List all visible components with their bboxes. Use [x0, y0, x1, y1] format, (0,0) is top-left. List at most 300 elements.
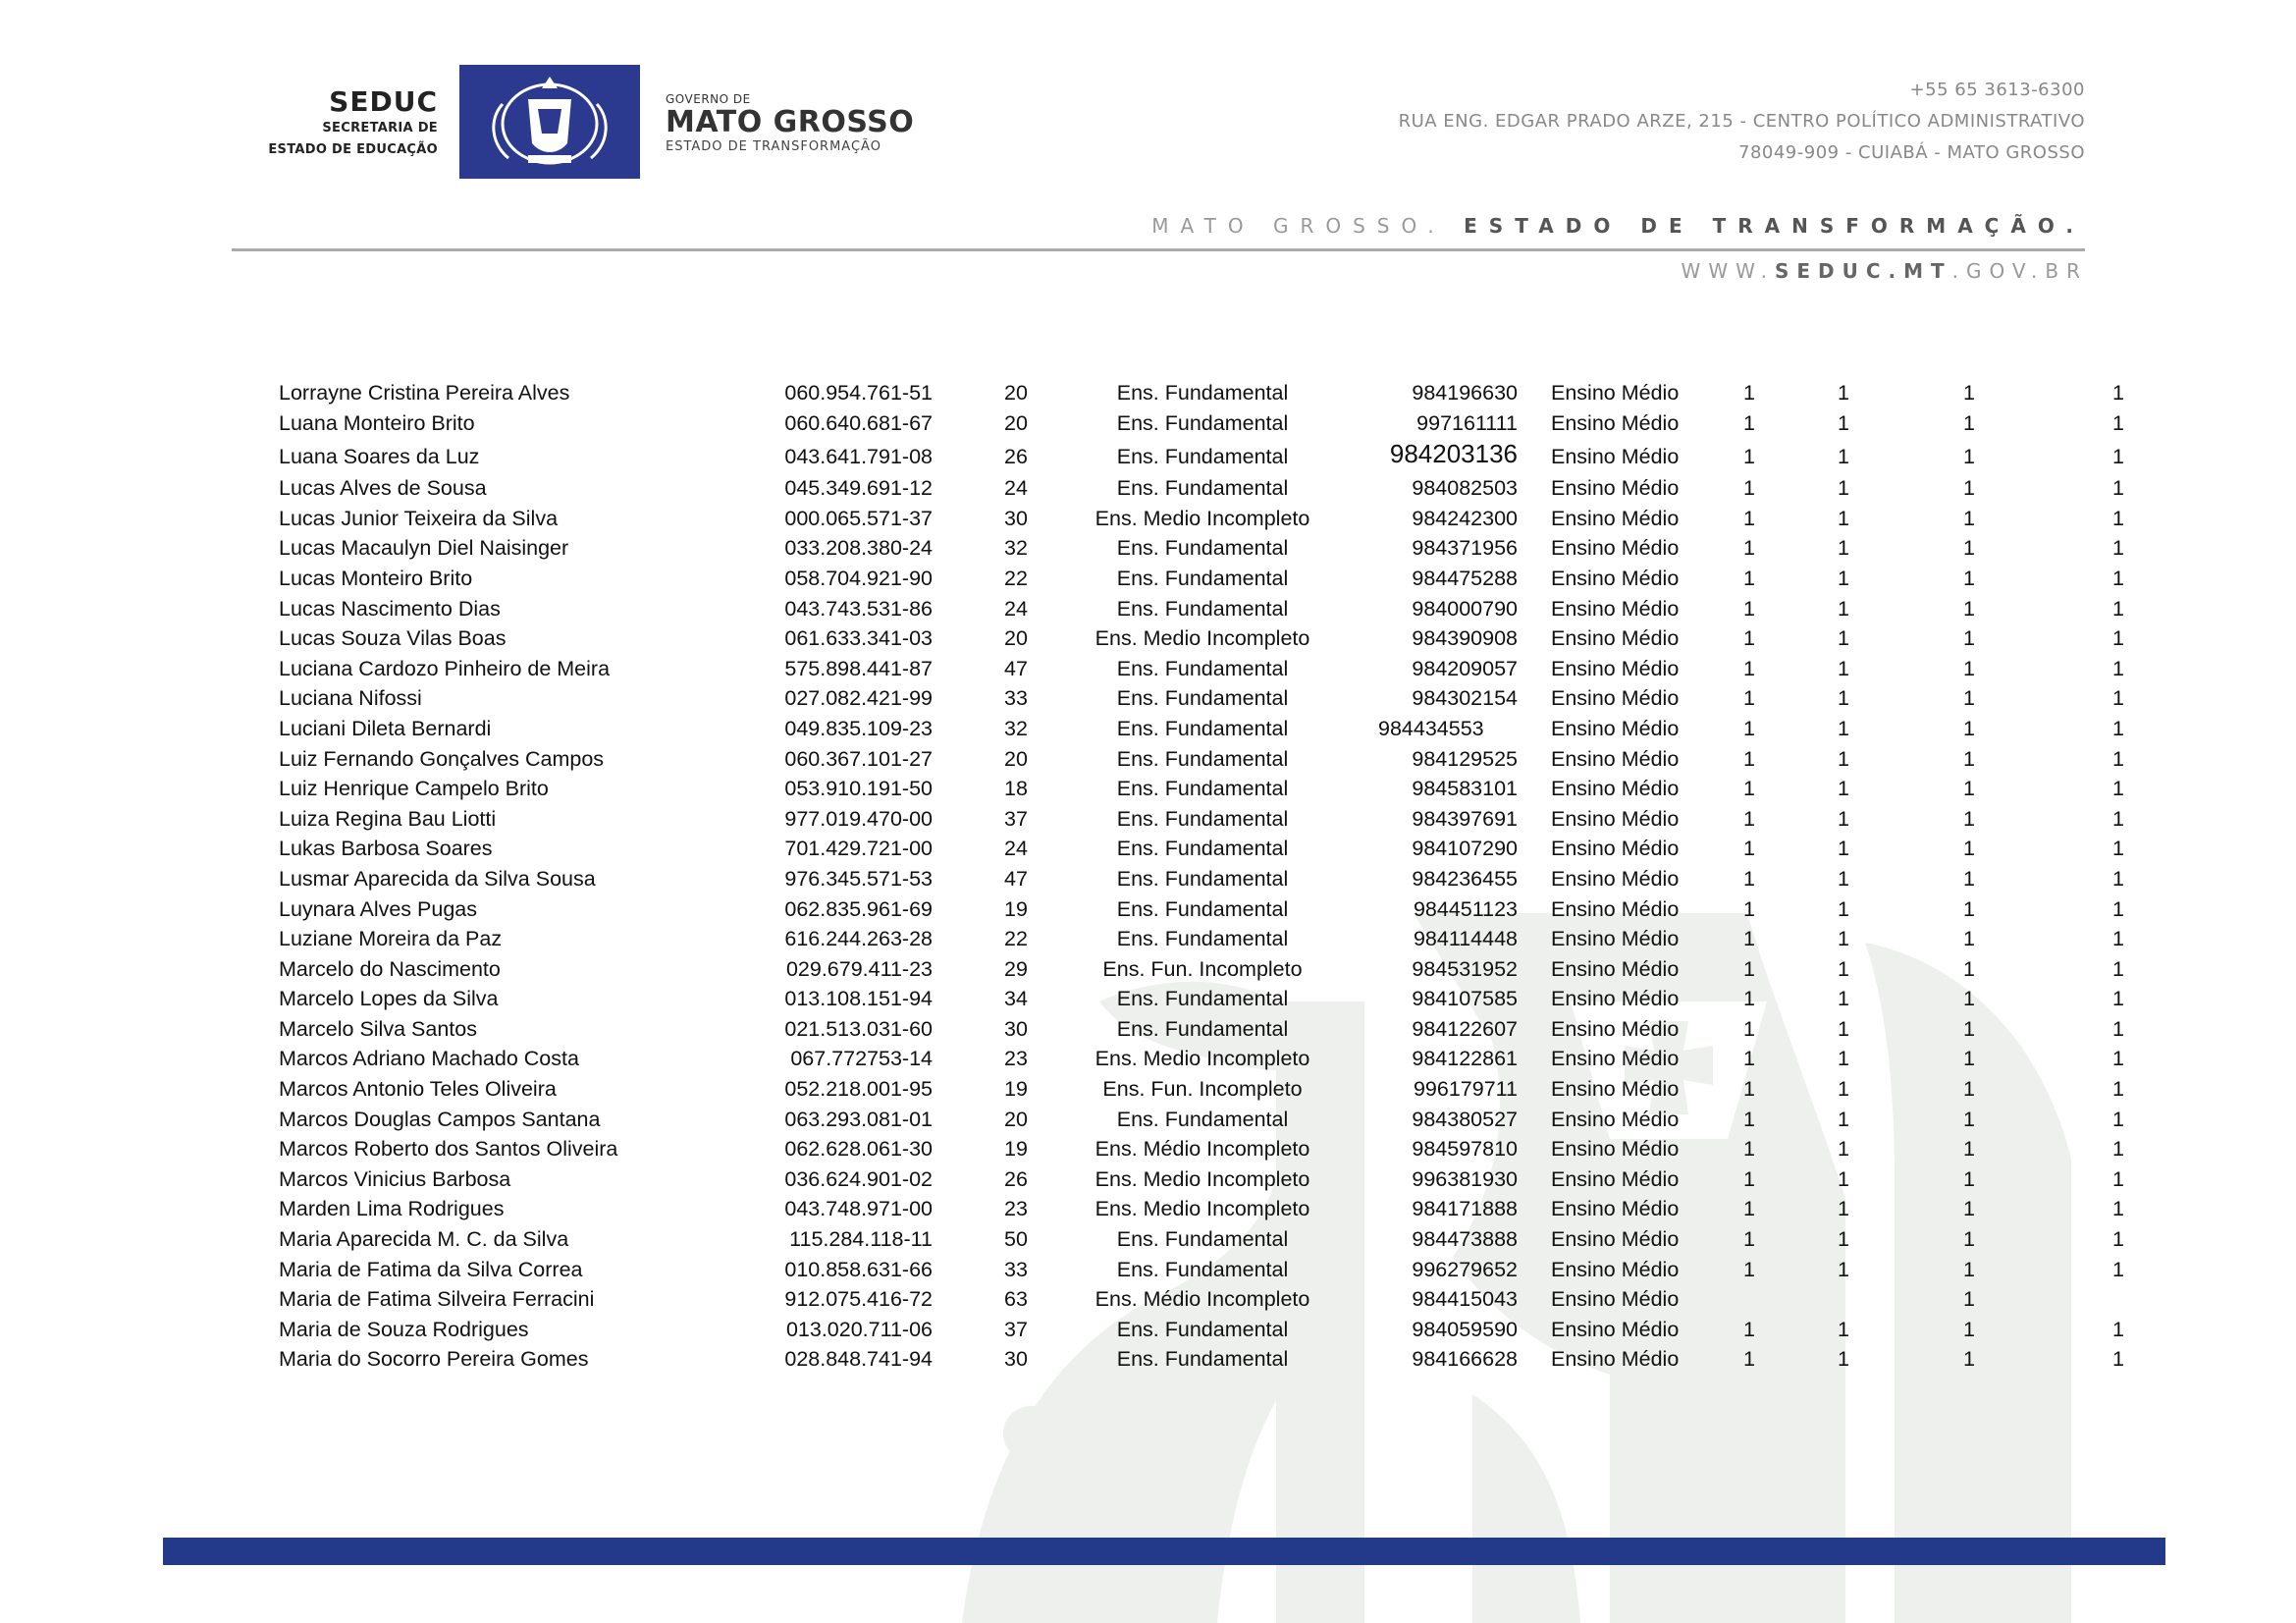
- table-row: [0, 532, 2296, 563]
- flag-cell-2: 1: [1838, 626, 1849, 651]
- flag-cell-2: 1: [1838, 1166, 1849, 1191]
- age-cell: 32: [1004, 716, 1028, 740]
- flag-cell-3: 1: [1963, 1347, 1975, 1372]
- flag-cell-1: 1: [1743, 686, 1755, 711]
- student-name: Marcos Roberto dos Santos Oliveira: [279, 1137, 618, 1162]
- flag-cell-2: 1: [1838, 896, 1849, 921]
- flag-cell-4: 1: [2112, 777, 2124, 801]
- student-name: Luiza Regina Bau Liotti: [279, 806, 497, 831]
- flag-cell-3: 1: [1963, 956, 1975, 981]
- flag-cell-2: 1: [1838, 1227, 1849, 1252]
- student-name: Maria de Fatima Silveira Ferracini: [279, 1287, 595, 1312]
- flag-cell-3: 1: [1963, 1257, 1975, 1281]
- age-cell: 19: [1004, 1137, 1028, 1162]
- cpf-cell: 033.208.380-24: [784, 536, 933, 561]
- table-row: [0, 1283, 2296, 1314]
- cpf-cell: 010.858.631-66: [784, 1257, 933, 1281]
- flag-cell-1: 1: [1743, 506, 1755, 530]
- flag-cell-3: 1: [1963, 566, 1975, 590]
- course-cell: Ensino Médio: [1551, 596, 1680, 621]
- student-name: Marcelo do Nascimento: [279, 956, 501, 981]
- flag-cell-2: 1: [1838, 927, 1849, 951]
- flag-cell-3: 1: [1963, 777, 1975, 801]
- schooling-cell: Ens. Fundamental: [1116, 927, 1289, 951]
- phone-cell: 984390908: [1412, 626, 1518, 651]
- student-name: Lucas Junior Teixeira da Silva: [279, 506, 559, 530]
- schooling-cell: Ens. Fundamental: [1116, 746, 1289, 771]
- flag-cell-1: 1: [1743, 1347, 1755, 1372]
- flag-cell-4: 1: [2112, 1166, 2124, 1191]
- flag-cell-2: 1: [1838, 1077, 1849, 1102]
- cpf-cell: 060.640.681-67: [784, 410, 933, 435]
- course-cell: Ensino Médio: [1551, 686, 1680, 711]
- cpf-cell: 115.284.118-11: [789, 1227, 933, 1252]
- course-cell: Ensino Médio: [1551, 1347, 1680, 1372]
- phone-cell: 984129525: [1412, 746, 1518, 771]
- student-name: Luciana Cardozo Pinheiro de Meira: [279, 656, 611, 680]
- flag-cell-1: 1: [1743, 566, 1755, 590]
- website-url: [1682, 259, 2088, 283]
- flag-cell-1: 1: [1743, 927, 1755, 951]
- cpf-cell: 045.349.691-12: [784, 476, 933, 501]
- gov-label: GOVERNO DE: [666, 92, 751, 106]
- phone-cell: 984000790: [1412, 596, 1518, 621]
- age-cell: 50: [1004, 1227, 1028, 1252]
- course-cell: Ensino Médio: [1551, 476, 1680, 501]
- schooling-cell: Ens. Fundamental: [1116, 1107, 1289, 1131]
- phone-cell: 984302154: [1412, 686, 1518, 711]
- course-cell: Ensino Médio: [1551, 1317, 1680, 1341]
- student-name: Luynara Alves Pugas: [279, 896, 477, 921]
- table-row: [0, 1013, 2296, 1044]
- flag-cell-1: 1: [1743, 536, 1755, 561]
- schooling-cell: Ens. Fundamental: [1116, 445, 1289, 469]
- contact-address: RUA ENG. EDGAR PRADO ARZE, 215 - CENTRO POLÍTICO ADMINISTRATIVO: [1398, 111, 2085, 132]
- schooling-cell: Ens. Fundamental: [1116, 777, 1289, 801]
- phone-cell: 984122607: [1412, 1016, 1518, 1041]
- cpf-cell: 053.910.191-50: [784, 777, 933, 801]
- table-row: [0, 1193, 2296, 1223]
- student-name: Maria de Souza Rodrigues: [279, 1317, 529, 1341]
- age-cell: 26: [1004, 445, 1028, 469]
- flag-cell-4: 1: [2112, 596, 2124, 621]
- cpf-cell: 060.954.761-51: [784, 381, 933, 405]
- seduc-title: SEDUC: [329, 85, 438, 118]
- phone-cell: 984475288: [1412, 566, 1518, 590]
- schooling-cell: Ens. Medio Incompleto: [1095, 506, 1310, 530]
- schooling-cell: Ens. Fundamental: [1116, 1257, 1289, 1281]
- student-name: Lucas Alves de Sousa: [279, 476, 487, 501]
- age-cell: 20: [1004, 410, 1028, 435]
- student-name: Luciani Dileta Bernardi: [279, 716, 492, 740]
- flag-cell-2: 1: [1838, 1197, 1849, 1221]
- table-row: [0, 953, 2296, 984]
- course-cell: Ensino Médio: [1551, 566, 1680, 590]
- age-cell: 19: [1004, 1077, 1028, 1102]
- cpf-cell: 036.624.901-02: [784, 1166, 933, 1191]
- schooling-cell: Ens. Médio Incompleto: [1095, 1137, 1310, 1162]
- course-cell: Ensino Médio: [1551, 806, 1680, 831]
- flag-cell-3: 1: [1963, 656, 1975, 680]
- table-row: [0, 407, 2296, 438]
- schooling-cell: Ens. Fundamental: [1116, 410, 1289, 435]
- flag-cell-2: 1: [1838, 1347, 1849, 1372]
- flag-cell-2: 1: [1838, 476, 1849, 501]
- age-cell: 18: [1004, 777, 1028, 801]
- table-row: [0, 1343, 2296, 1374]
- course-cell: Ensino Médio: [1551, 777, 1680, 801]
- web-suffix: .GOV.BR: [1951, 259, 2088, 283]
- schooling-cell: Ens. Fundamental: [1116, 596, 1289, 621]
- age-cell: 20: [1004, 1107, 1028, 1131]
- flag-cell-2: 1: [1838, 1317, 1849, 1341]
- header-divider: [232, 248, 2085, 251]
- flag-cell-1: 1: [1743, 410, 1755, 435]
- flag-cell-1: 1: [1743, 956, 1755, 981]
- table-row: [0, 833, 2296, 863]
- flag-cell-3: 1: [1963, 626, 1975, 651]
- course-cell: Ensino Médio: [1551, 1077, 1680, 1102]
- cpf-cell: 067.772753-14: [790, 1047, 933, 1071]
- course-cell: Ensino Médio: [1551, 1137, 1680, 1162]
- flag-cell-1: 1: [1743, 987, 1755, 1011]
- student-name: Lucas Nascimento Dias: [279, 596, 501, 621]
- flag-cell-2: 1: [1838, 746, 1849, 771]
- table-row: [0, 563, 2296, 593]
- cpf-cell: 043.748.971-00: [784, 1197, 933, 1221]
- course-cell: Ensino Médio: [1551, 1107, 1680, 1131]
- flag-cell-2: 1: [1838, 956, 1849, 981]
- table-row: [0, 1223, 2296, 1254]
- cpf-cell: 062.628.061-30: [784, 1137, 933, 1162]
- flag-cell-1: 1: [1743, 746, 1755, 771]
- phone-cell: 997161111: [1416, 410, 1518, 435]
- flag-cell-4: 1: [2112, 806, 2124, 831]
- flag-cell-2: 1: [1838, 1107, 1849, 1131]
- flag-cell-3: 1: [1963, 410, 1975, 435]
- schooling-cell: Ens. Médio Incompleto: [1095, 1287, 1310, 1312]
- course-cell: Ensino Médio: [1551, 866, 1680, 891]
- table-row: [0, 1254, 2296, 1284]
- flag-cell-2: 1: [1838, 866, 1849, 891]
- table-row: [0, 713, 2296, 743]
- flag-cell-2: 1: [1838, 566, 1849, 590]
- seduc-subtitle-line2: ESTADO DE EDUCAÇÃO: [268, 142, 438, 157]
- phone-cell: 984196630: [1412, 381, 1518, 405]
- flag-cell-3: 1: [1963, 476, 1975, 501]
- schooling-cell: Ens. Fundamental: [1116, 566, 1289, 590]
- table-row: [0, 1163, 2296, 1194]
- cpf-cell: 013.020.711-06: [785, 1317, 933, 1341]
- cpf-cell: 912.075.416-72: [784, 1287, 933, 1312]
- course-cell: Ensino Médio: [1551, 536, 1680, 561]
- course-cell: Ensino Médio: [1551, 1047, 1680, 1071]
- contact-cep-city: 78049-909 - CUIABÁ - MATO GROSSO: [1738, 142, 2085, 163]
- table-row: [0, 893, 2296, 924]
- flag-cell-2: 1: [1838, 596, 1849, 621]
- flag-cell-2: 1: [1838, 656, 1849, 680]
- student-name: Marcos Adriano Machado Costa: [279, 1047, 579, 1071]
- student-name: Luana Monteiro Brito: [279, 410, 475, 435]
- table-row: [0, 1133, 2296, 1163]
- flag-cell-4: 1: [2112, 445, 2124, 469]
- age-cell: 47: [1004, 656, 1028, 680]
- flag-cell-1: 1: [1743, 1166, 1755, 1191]
- flag-cell-4: 1: [2112, 1347, 2124, 1372]
- table-row: [0, 377, 2296, 407]
- table-row: [0, 1314, 2296, 1344]
- phone-cell: 984166628: [1412, 1347, 1518, 1372]
- age-cell: 37: [1004, 1317, 1028, 1341]
- flag-cell-3: 1: [1963, 686, 1975, 711]
- course-cell: Ensino Médio: [1551, 1227, 1680, 1252]
- contact-phone: +55 65 3613-6300: [1909, 80, 2085, 100]
- schooling-cell: Ens. Fundamental: [1116, 896, 1289, 921]
- flag-cell-3: 1: [1963, 806, 1975, 831]
- schooling-cell: Ens. Medio Incompleto: [1095, 626, 1310, 651]
- flag-cell-4: 1: [2112, 1016, 2124, 1041]
- flag-cell-1: 1: [1743, 596, 1755, 621]
- table-row: [0, 803, 2296, 834]
- flag-cell-3: 1: [1963, 987, 1975, 1011]
- flag-cell-1: 1: [1743, 656, 1755, 680]
- course-cell: Ensino Médio: [1551, 1257, 1680, 1281]
- schooling-cell: Ens. Fundamental: [1116, 1227, 1289, 1252]
- phone-cell: 984473888: [1412, 1227, 1518, 1252]
- course-cell: Ensino Médio: [1551, 927, 1680, 951]
- student-name: Lucas Monteiro Brito: [279, 566, 473, 590]
- flag-cell-4: 1: [2112, 1197, 2124, 1221]
- cpf-cell: 029.679.411-23: [785, 956, 933, 981]
- schooling-cell: Ens. Fundamental: [1116, 837, 1289, 861]
- age-cell: 37: [1004, 806, 1028, 831]
- flag-cell-2: 1: [1838, 777, 1849, 801]
- phone-cell: 984082503: [1412, 476, 1518, 501]
- flag-cell-1: 1: [1743, 445, 1755, 469]
- flag-cell-4: 1: [2112, 956, 2124, 981]
- student-name: Lorrayne Cristina Pereira Alves: [279, 381, 570, 405]
- flag-cell-2: 1: [1838, 1137, 1849, 1162]
- phone-cell: 984107290: [1412, 837, 1518, 861]
- phone-cell: 984434553: [1378, 716, 1484, 740]
- student-name: Maria Aparecida M. C. da Silva: [279, 1227, 569, 1252]
- student-name: Marcos Douglas Campos Santana: [279, 1107, 601, 1131]
- course-cell: Ensino Médio: [1551, 445, 1680, 469]
- table-row: [0, 472, 2296, 503]
- age-cell: 30: [1004, 1016, 1028, 1041]
- flag-cell-2: 1: [1838, 686, 1849, 711]
- age-cell: 22: [1004, 566, 1028, 590]
- table-row: [0, 1043, 2296, 1073]
- flag-cell-2: 1: [1838, 806, 1849, 831]
- flag-cell-4: 1: [2112, 381, 2124, 405]
- phone-cell: 984122861: [1412, 1047, 1518, 1071]
- flag-cell-4: 1: [2112, 686, 2124, 711]
- cpf-cell: 701.429.721-00: [784, 837, 933, 861]
- cpf-cell: 043.743.531-86: [784, 596, 933, 621]
- student-name: Marcelo Lopes da Silva: [279, 987, 499, 1011]
- course-cell: Ensino Médio: [1551, 626, 1680, 651]
- footer-bar: [163, 1538, 2165, 1565]
- flag-cell-4: 1: [2112, 1077, 2124, 1102]
- flag-cell-3: 1: [1963, 506, 1975, 530]
- flag-cell-4: 1: [2112, 837, 2124, 861]
- age-cell: 63: [1004, 1287, 1028, 1312]
- student-name: Luiz Henrique Campelo Brito: [279, 777, 549, 801]
- student-name: Maria de Fatima da Silva Correa: [279, 1257, 583, 1281]
- schooling-cell: Ens. Medio Incompleto: [1095, 1047, 1310, 1071]
- flag-cell-4: 1: [2112, 1317, 2124, 1341]
- age-cell: 20: [1004, 746, 1028, 771]
- flag-cell-4: 1: [2112, 987, 2124, 1011]
- phone-cell: 984242300: [1412, 506, 1518, 530]
- age-cell: 32: [1004, 536, 1028, 561]
- schooling-cell: Ens. Fundamental: [1116, 381, 1289, 405]
- schooling-cell: Ens. Fundamental: [1116, 806, 1289, 831]
- flag-cell-1: 1: [1743, 896, 1755, 921]
- phone-cell: 984107585: [1412, 987, 1518, 1011]
- flag-cell-1: 1: [1743, 626, 1755, 651]
- table-row: [0, 773, 2296, 803]
- flag-cell-3: 1: [1963, 536, 1975, 561]
- slogan: [1151, 214, 2085, 238]
- flag-cell-2: 1: [1838, 445, 1849, 469]
- flag-cell-3: 1: [1963, 896, 1975, 921]
- age-cell: 47: [1004, 866, 1028, 891]
- course-cell: Ensino Médio: [1551, 410, 1680, 435]
- flag-cell-3: 1: [1963, 1107, 1975, 1131]
- phone-cell: 996279652: [1412, 1257, 1518, 1281]
- table-row: [0, 503, 2296, 533]
- age-cell: 29: [1004, 956, 1028, 981]
- flag-cell-1: 1: [1743, 866, 1755, 891]
- flag-cell-3: 1: [1963, 746, 1975, 771]
- flag-cell-4: 1: [2112, 626, 2124, 651]
- age-cell: 24: [1004, 837, 1028, 861]
- phone-cell: 984415043: [1412, 1287, 1518, 1312]
- flag-cell-3: 1: [1963, 716, 1975, 740]
- age-cell: 34: [1004, 987, 1028, 1011]
- flag-cell-3: 1: [1963, 1197, 1975, 1221]
- flag-cell-3: 1: [1963, 1137, 1975, 1162]
- cpf-cell: 000.065.571-37: [784, 506, 933, 530]
- student-name: Marcos Antonio Teles Oliveira: [279, 1077, 557, 1102]
- flag-cell-4: 1: [2112, 656, 2124, 680]
- flag-cell-3: 1: [1963, 1287, 1975, 1312]
- schooling-cell: Ens. Fundamental: [1116, 1317, 1289, 1341]
- course-cell: Ensino Médio: [1551, 506, 1680, 530]
- course-cell: Ensino Médio: [1551, 837, 1680, 861]
- flag-cell-4: 1: [2112, 1107, 2124, 1131]
- flag-cell-1: 1: [1743, 1107, 1755, 1131]
- age-cell: 30: [1004, 1347, 1028, 1372]
- flag-cell-1: 1: [1743, 777, 1755, 801]
- cpf-cell: 058.704.921-90: [784, 566, 933, 590]
- phone-cell: 984059590: [1412, 1317, 1518, 1341]
- course-cell: Ensino Médio: [1551, 1016, 1680, 1041]
- phone-cell: 996179711: [1413, 1077, 1518, 1102]
- flag-cell-4: 1: [2112, 896, 2124, 921]
- age-cell: 20: [1004, 381, 1028, 405]
- web-domain: SEDUC.MT: [1774, 259, 1952, 283]
- schooling-cell: Ens. Fundamental: [1116, 1347, 1289, 1372]
- cpf-cell: 013.108.151-94: [784, 987, 933, 1011]
- flag-cell-1: 1: [1743, 1137, 1755, 1162]
- phone-cell: 984583101: [1412, 777, 1518, 801]
- gov-subtitle: ESTADO DE TRANSFORMAÇÃO: [666, 139, 881, 154]
- cpf-cell: 061.633.341-03: [784, 626, 933, 651]
- student-name: Lukas Barbosa Soares: [279, 837, 493, 861]
- schooling-cell: Ens. Fundamental: [1116, 987, 1289, 1011]
- flag-cell-2: 1: [1838, 1257, 1849, 1281]
- table-row: [0, 653, 2296, 683]
- flag-cell-4: 1: [2112, 1257, 2124, 1281]
- flag-cell-3: 1: [1963, 866, 1975, 891]
- state-crest-logo: [459, 65, 640, 179]
- schooling-cell: Ens. Fundamental: [1116, 476, 1289, 501]
- cpf-cell: 063.293.081-01: [784, 1107, 933, 1131]
- phone-cell: 984171888: [1412, 1197, 1518, 1221]
- table-row: [0, 1073, 2296, 1104]
- flag-cell-1: 1: [1743, 1197, 1755, 1221]
- flag-cell-4: 1: [2112, 536, 2124, 561]
- cpf-cell: 977.019.470-00: [784, 806, 933, 831]
- cpf-cell: 043.641.791-08: [784, 445, 933, 469]
- age-cell: 24: [1004, 596, 1028, 621]
- flag-cell-4: 1: [2112, 716, 2124, 740]
- age-cell: 23: [1004, 1047, 1028, 1071]
- slogan-bold: ESTADO DE TRANSFORMAÇÃO.: [1464, 214, 2085, 238]
- flag-cell-4: 1: [2112, 866, 2124, 891]
- cpf-cell: 049.835.109-23: [784, 716, 933, 740]
- schooling-cell: Ens. Medio Incompleto: [1095, 1197, 1310, 1221]
- flag-cell-1: 1: [1743, 1016, 1755, 1041]
- cpf-cell: 575.898.441-87: [784, 656, 933, 680]
- schooling-cell: Ens. Fundamental: [1116, 536, 1289, 561]
- course-cell: Ensino Médio: [1551, 896, 1680, 921]
- slogan-light: MATO GROSSO.: [1151, 214, 1446, 238]
- phone-cell: 984380527: [1412, 1107, 1518, 1131]
- course-cell: Ensino Médio: [1551, 656, 1680, 680]
- course-cell: Ensino Médio: [1551, 746, 1680, 771]
- schooling-cell: Ens. Fun. Incompleto: [1102, 956, 1303, 981]
- age-cell: 23: [1004, 1197, 1028, 1221]
- seduc-logo-text: [228, 86, 438, 161]
- cpf-cell: 060.367.101-27: [784, 746, 933, 771]
- schooling-cell: Ens. Fun. Incompleto: [1102, 1077, 1303, 1102]
- schooling-cell: Ens. Fundamental: [1116, 686, 1289, 711]
- flag-cell-3: 1: [1963, 927, 1975, 951]
- cpf-cell: 052.218.001-95: [784, 1077, 933, 1102]
- cpf-cell: 028.848.741-94: [784, 1347, 933, 1372]
- flag-cell-1: 1: [1743, 837, 1755, 861]
- flag-cell-2: 1: [1838, 410, 1849, 435]
- course-cell: Ensino Médio: [1551, 1287, 1680, 1312]
- flag-cell-1: 1: [1743, 1077, 1755, 1102]
- flag-cell-3: 1: [1963, 381, 1975, 405]
- flag-cell-3: 1: [1963, 1047, 1975, 1071]
- student-name: Maria do Socorro Pereira Gomes: [279, 1347, 589, 1372]
- phone-cell: 984397691: [1412, 806, 1518, 831]
- web-prefix: WWW.: [1681, 259, 1775, 283]
- age-cell: 19: [1004, 896, 1028, 921]
- flag-cell-2: 1: [1838, 536, 1849, 561]
- table-row: [0, 923, 2296, 953]
- flag-cell-2: 1: [1838, 506, 1849, 530]
- table-row: [0, 593, 2296, 623]
- flag-cell-1: 1: [1743, 476, 1755, 501]
- course-cell: Ensino Médio: [1551, 381, 1680, 405]
